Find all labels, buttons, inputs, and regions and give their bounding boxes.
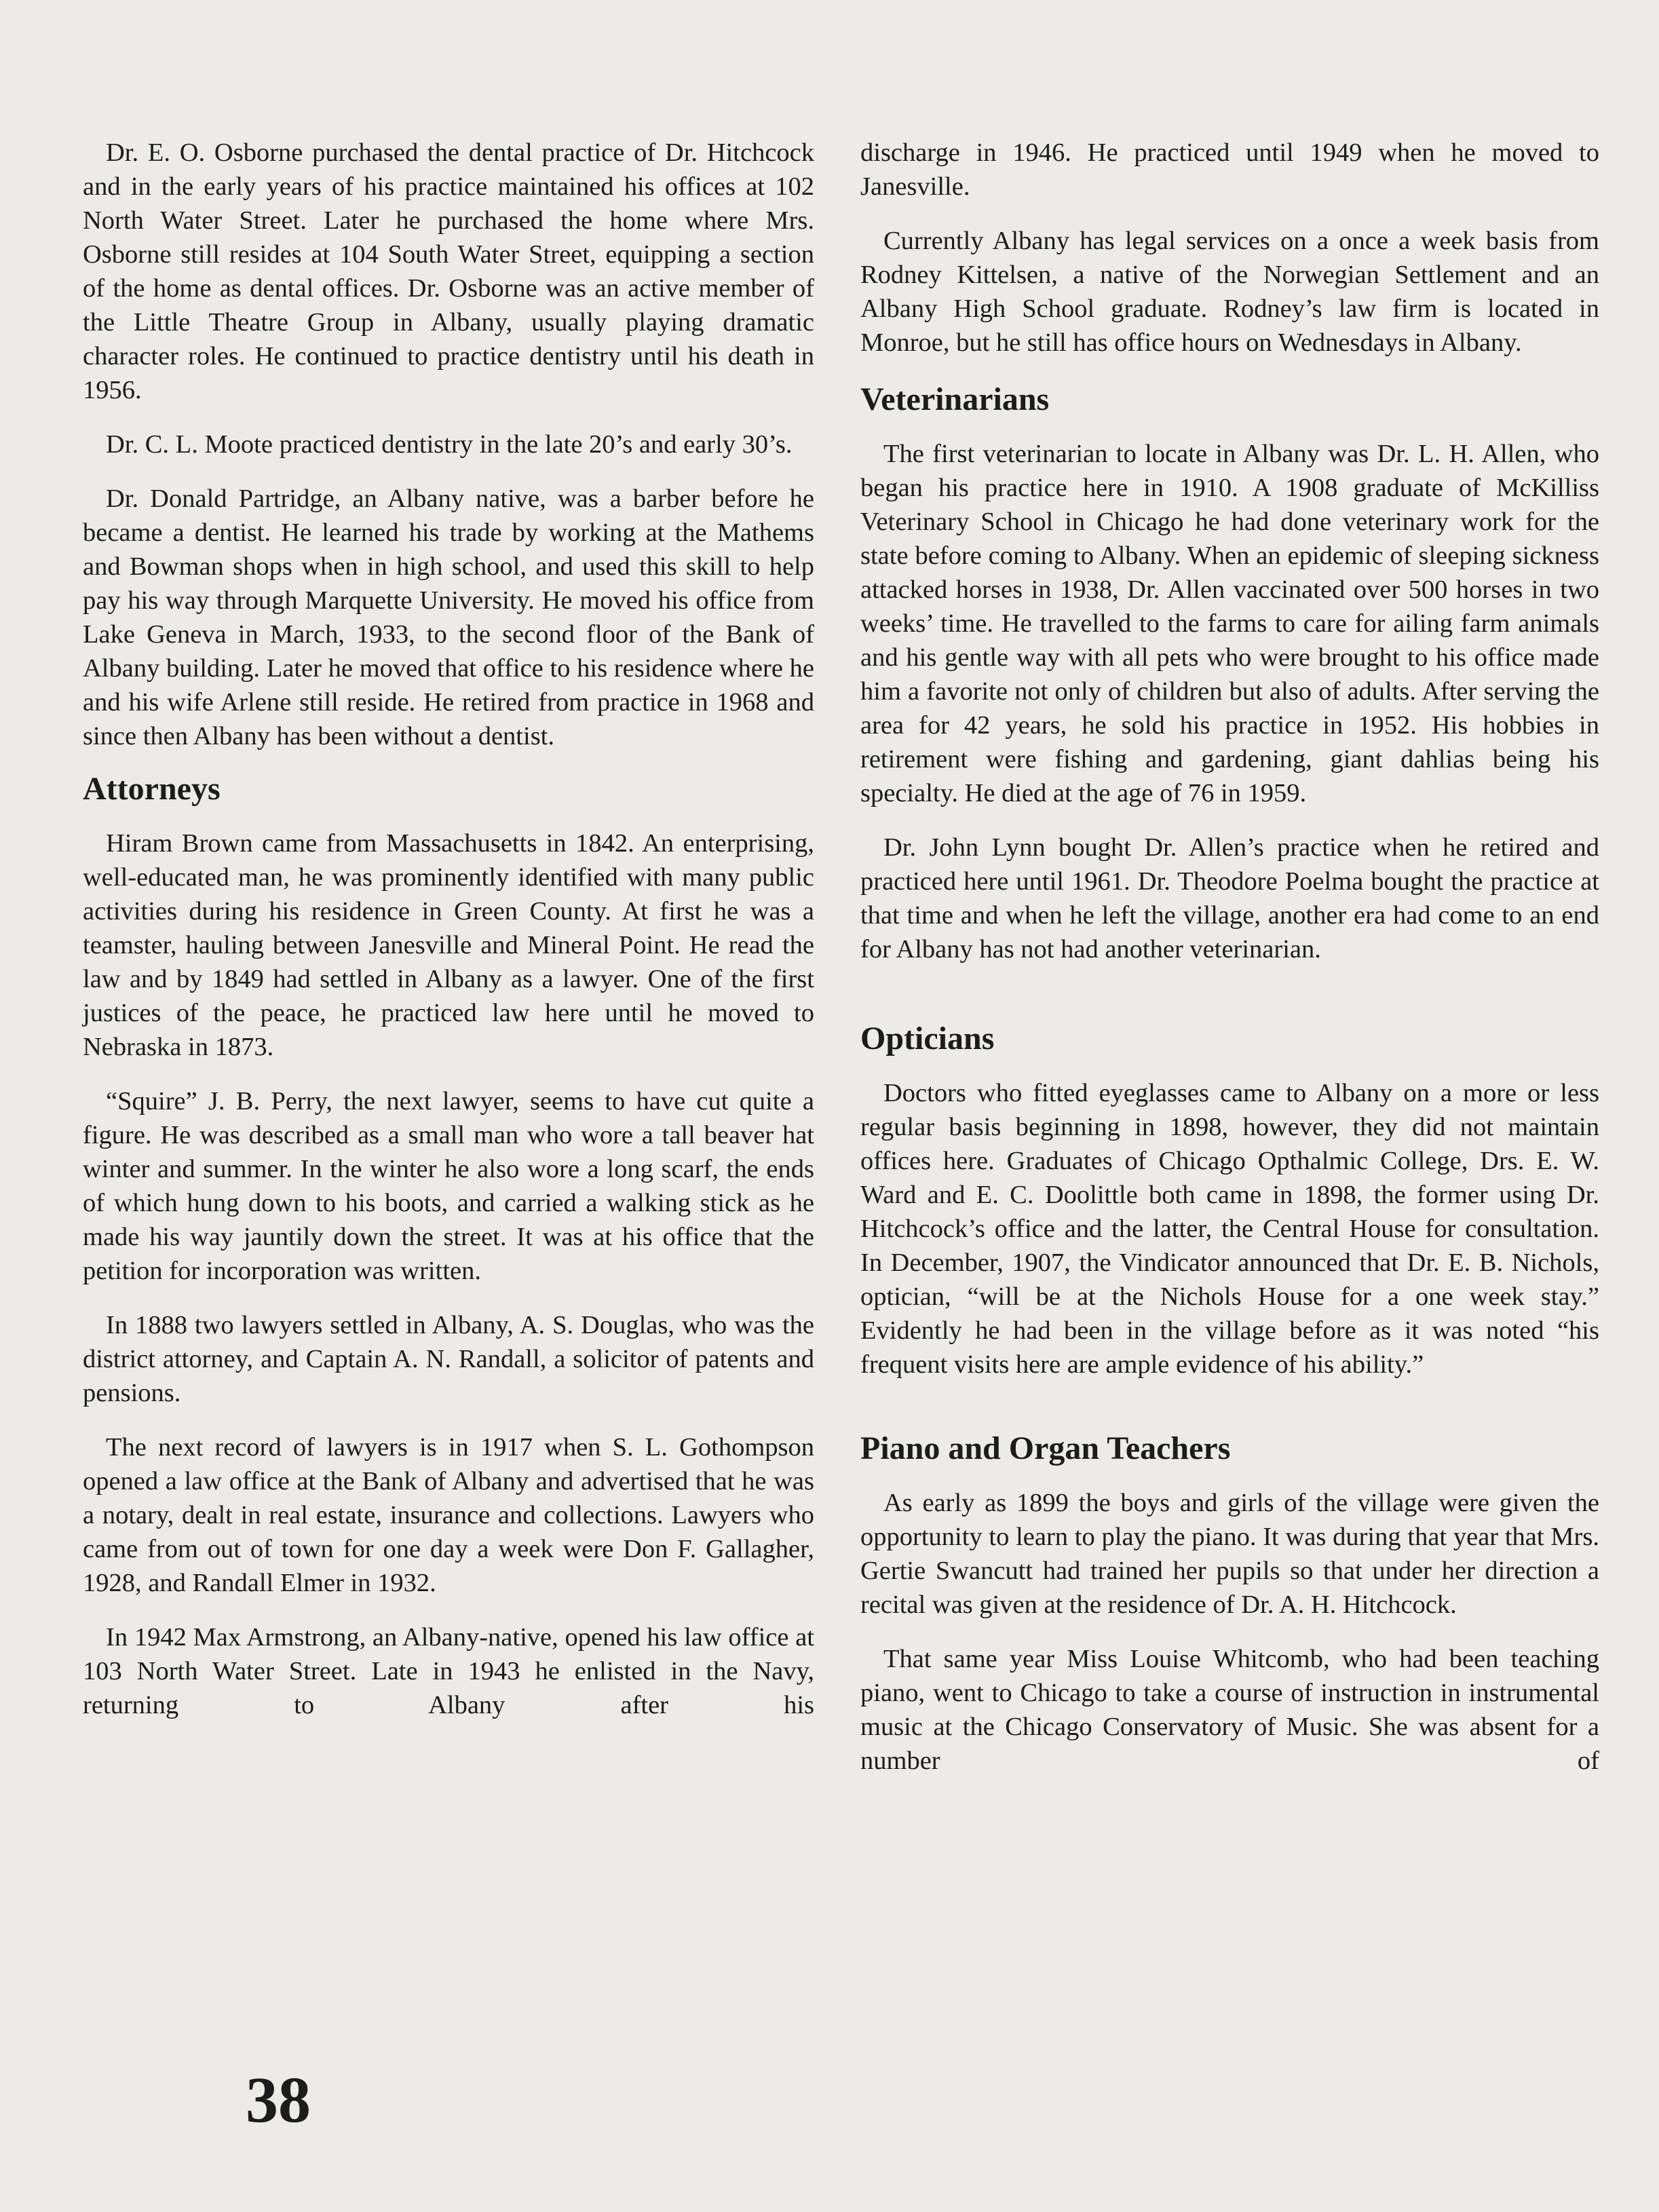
paragraph-partridge: Dr. Donald Partridge, an Albany native, was a barber before he became a dentist. He learned his trade by working at the Mathems and Bowman shops when in high school, and used this skill to help pay his way through Marquette University. He moved his office from Lake Geneva in March, 1933, to the second floor of the Bank of Albany building. Later he moved that office to his residence where he and his wife Arlene still reside. He retired from practice in 1968 and since then Albany has been without a dentist. [83,484,814,750]
heading-veterinarians: Veterinarians [860,381,1050,417]
left-column [83,136,814,1742]
paragraph-whitcomb: That same year Miss Louise Whitcomb, who had been teaching piano, went to Chicago to take a course of instruction in instrumental music at the Chicago Conservatory of Music. She was absent for a number of [860,1645,1599,1775]
paragraph-hiram-brown: Hiram Brown came from Massachusetts in 1842. An enterprising, well-educated man, he was prominently identified with many public activities during his residence in Green County. At first he was a teamster, hauling between Janesville and Mineral Point. He read the law and by 1849 had settled in Albany as a lawyer. One of the first justices of the peace, he practiced law here until he moved to Nebraska in 1873. [83,829,814,1061]
paragraph-lawyers-1888: In 1888 two lawyers settled in Albany, A. S. Douglas, who was the district attorney, and Captain A. N. Randall, a solicitor of patents and pensions. [83,1311,814,1407]
paragraph-moote: Dr. C. L. Moote practiced dentistry in the late 20’s and early 30’s. [106,430,793,459]
paragraph-lawyers-1917: The next record of lawyers is in 1917 when S. L. Gothompson opened a law office at the Bank of Albany and advertised that he was a notary, dealt in real estate, insurance and collections. Lawyers who came from out of town for one day a week were Don F. Gallagher, 1928, and Randall Elmer in 1932. [83,1433,814,1597]
paragraph-dr-lynn: Dr. John Lynn bought Dr. Allen’s practice when he retired and practiced here until 1961. Dr. Theodore Poelma bought the practice at that time and when he left the village, another era had come to an end for Albany has not had another veterinarian. [860,833,1599,964]
right-column [860,136,1599,1798]
paragraph-armstrong-continued: discharge in 1946. He practiced until 1949 when he moved to Janesville. [860,138,1599,201]
paragraph-osborne: Dr. E. O. Osborne purchased the dental practice of Dr. Hitchcock and in the early years of his practice maintained his offices at 102 North Water Street. Later he purchased the home where Mrs. Osborne still resides at 104 South Water Street, equipping a section of the home as dental offices. Dr. Osborne was an active member of the Little Theatre Group in Albany, usually playing dramatic character roles. He continued to practice dentistry until his death in 1956. [83,138,814,404]
heading-attorneys: Attorneys [83,771,221,807]
paragraph-opticians: Doctors who fitted eyeglasses came to Albany on a more or less regular basis beginning in 1898, however, they did not maintain offices here. Graduates of Chicago Opthalmic College, Drs. E. W. Ward and E. C. Doolittle both came in 1898, the former using Dr. Hitchcock’s office and the latter, the Central House for consultation. In December, 1907, the Vindicator announced that Dr. E. B. Nichols, optician, “will be at the Nichols House for a one week stay.” Evidently he had been in the village before as it was noted “his frequent visits here are ample evidence of his ability.” [860,1079,1599,1379]
heading-opticians: Opticians [860,1021,995,1056]
paragraph-squire-perry: “Squire” J. B. Perry, the next lawyer, seems to have cut quite a figure. He was described as a small man who wore a tall beaver hat winter and summer. In the winter he also wore a long scarf, the ends of which hung down to his boots, and carried a walking stick as he made his way jauntily down the street. It was at his office that the petition for incorporation was written. [83,1087,814,1285]
paragraph-dr-allen: The first veterinarian to locate in Albany was Dr. L. H. Allen, who began his practice here in 1910. A 1908 graduate of McKilliss Veterinary School in Chicago he had done veterinary work for the state before coming to Albany. When an epidemic of sleeping sickness attacked horses in 1938, Dr. Allen vaccinated over 500 horses in two weeks’ time. He travelled to the farms to care for ailing farm animals and his gentle way with all pets who were brought to his office made him a favorite not only of children but also of adults. After serving the area for 42 years, he sold his practice in 1952. His hobbies in retirement were fishing and gardening, giant dahlias being his specialty. He died at the age of 76 in 1959. [860,440,1599,807]
heading-piano-organ-teachers: Piano and Organ Teachers [860,1430,1231,1466]
paragraph-swancutt: As early as 1899 the boys and girls of the village were given the opportunity to learn to play the piano. It was during that year that Mrs. Gertie Swancutt had trained her pupils so that under her direction a recital was given at the residence of Dr. A. H. Hitchcock. [860,1489,1599,1619]
paragraph-kittelsen: Currently Albany has legal services on a once a week basis from Rodney Kittelsen, a native of the Norwegian Settlement and an Albany High School graduate. Rodney’s law firm is located in Monroe, but he still has office hours on Wednesdays in Albany. [860,227,1599,357]
paragraph-max-armstrong: In 1942 Max Armstrong, an Albany-native, opened his law office at 103 North Water Street. Late in 1943 he enlisted in the Navy, returning to Albany after his [83,1623,814,1719]
page-number: 38 [246,2063,311,2136]
